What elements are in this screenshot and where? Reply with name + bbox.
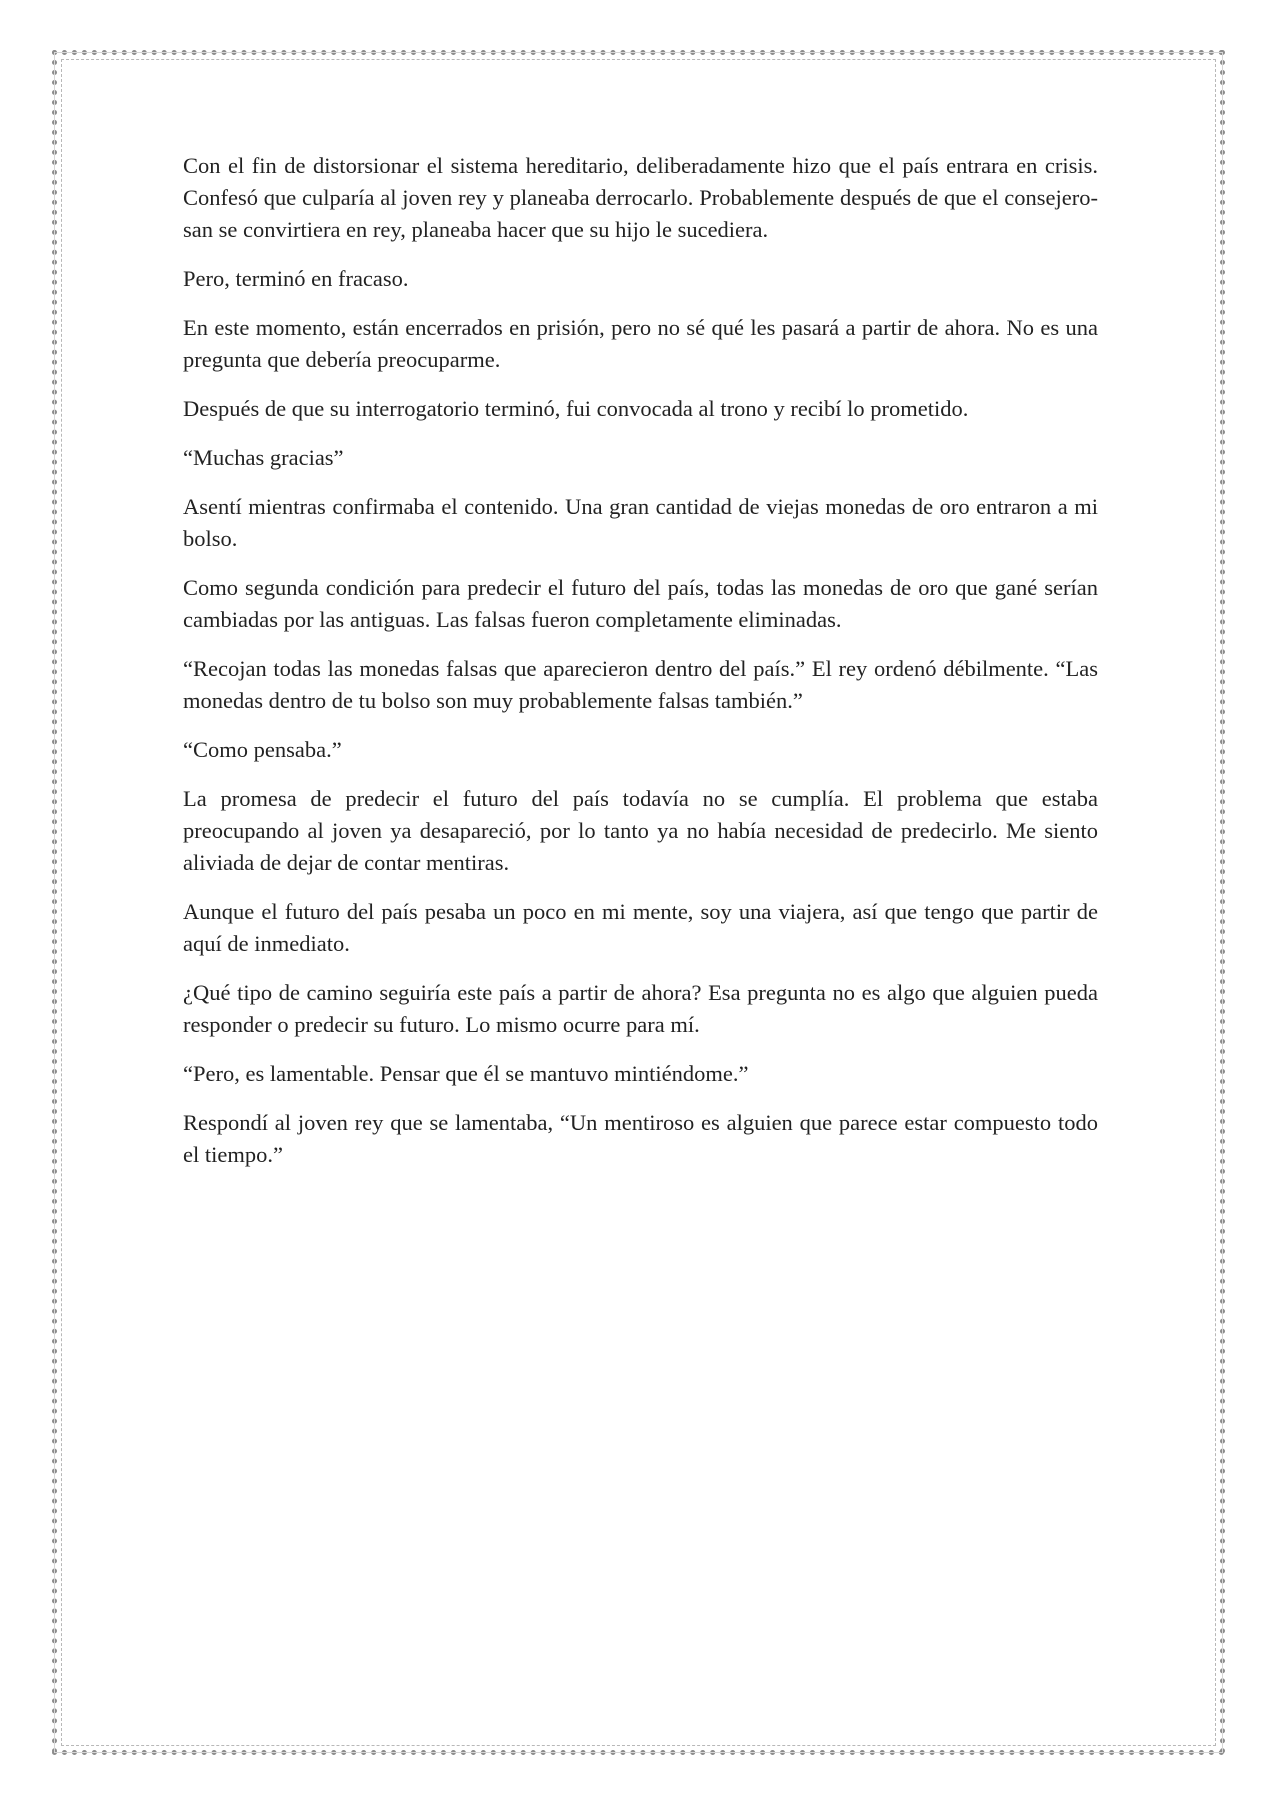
paragraph: Con el fin de distorsionar el sistema hereditario, deliberadamente hizo que el país entrara en crisis. Confesó que culparía al joven rey y planeaba derrocarlo. Probablemente después de que el consejero-san se convirtiera en rey, planeaba hacer que su hijo le sucediera.	[183, 153, 1098, 242]
paragraph: “Recojan todas las monedas falsas que aparecieron dentro del país.” El rey ordenó débilmente. “Las monedas dentro de tu bolso son muy probablemente falsas también.”	[183, 656, 1098, 713]
paragraph: Después de que su interrogatorio terminó, fui convocada al trono y recibí lo prometido.	[183, 396, 969, 421]
paragraph: Aunque el futuro del país pesaba un poco en mi mente, soy una viajera, así que tengo que partir de aquí de inmediato.	[183, 899, 1098, 956]
paragraph: Pero, terminó en fracaso.	[183, 266, 409, 291]
paragraph: La promesa de predecir el futuro del país todavía no se cumplía. El problema que estaba preocupando al joven ya desapareció, por lo tanto ya no había necesidad de predecirlo. Me siento aliviada de dejar de contar mentiras.	[183, 786, 1098, 875]
paragraph: “Como pensaba.”	[183, 737, 342, 762]
paragraph: ¿Qué tipo de camino seguiría este país a partir de ahora? Esa pregunta no es algo que alguien pueda responder o predecir su futuro. Lo mismo ocurre para mí.	[183, 980, 1098, 1037]
paragraph: En este momento, están encerrados en prisión, pero no sé qué les pasará a partir de ahora. No es una pregunta que debería preocuparme.	[183, 315, 1098, 372]
paragraph: “Pero, es lamentable. Pensar que él se mantuvo mintiéndome.”	[183, 1061, 749, 1086]
paragraph: Respondí al joven rey que se lamentaba, “Un mentiroso es alguien que parece estar compuesto todo el tiempo.”	[183, 1110, 1098, 1167]
document-body	[183, 150, 1098, 1188]
paragraph: Asentí mientras confirmaba el contenido. Una gran cantidad de viejas monedas de oro entraron a mi bolso.	[183, 494, 1098, 551]
paragraph: Como segunda condición para predecir el futuro del país, todas las monedas de oro que gané serían cambiadas por las antiguas. Las falsas fueron completamente eliminadas.	[183, 575, 1098, 632]
paragraph: “Muchas gracias”	[183, 445, 344, 470]
